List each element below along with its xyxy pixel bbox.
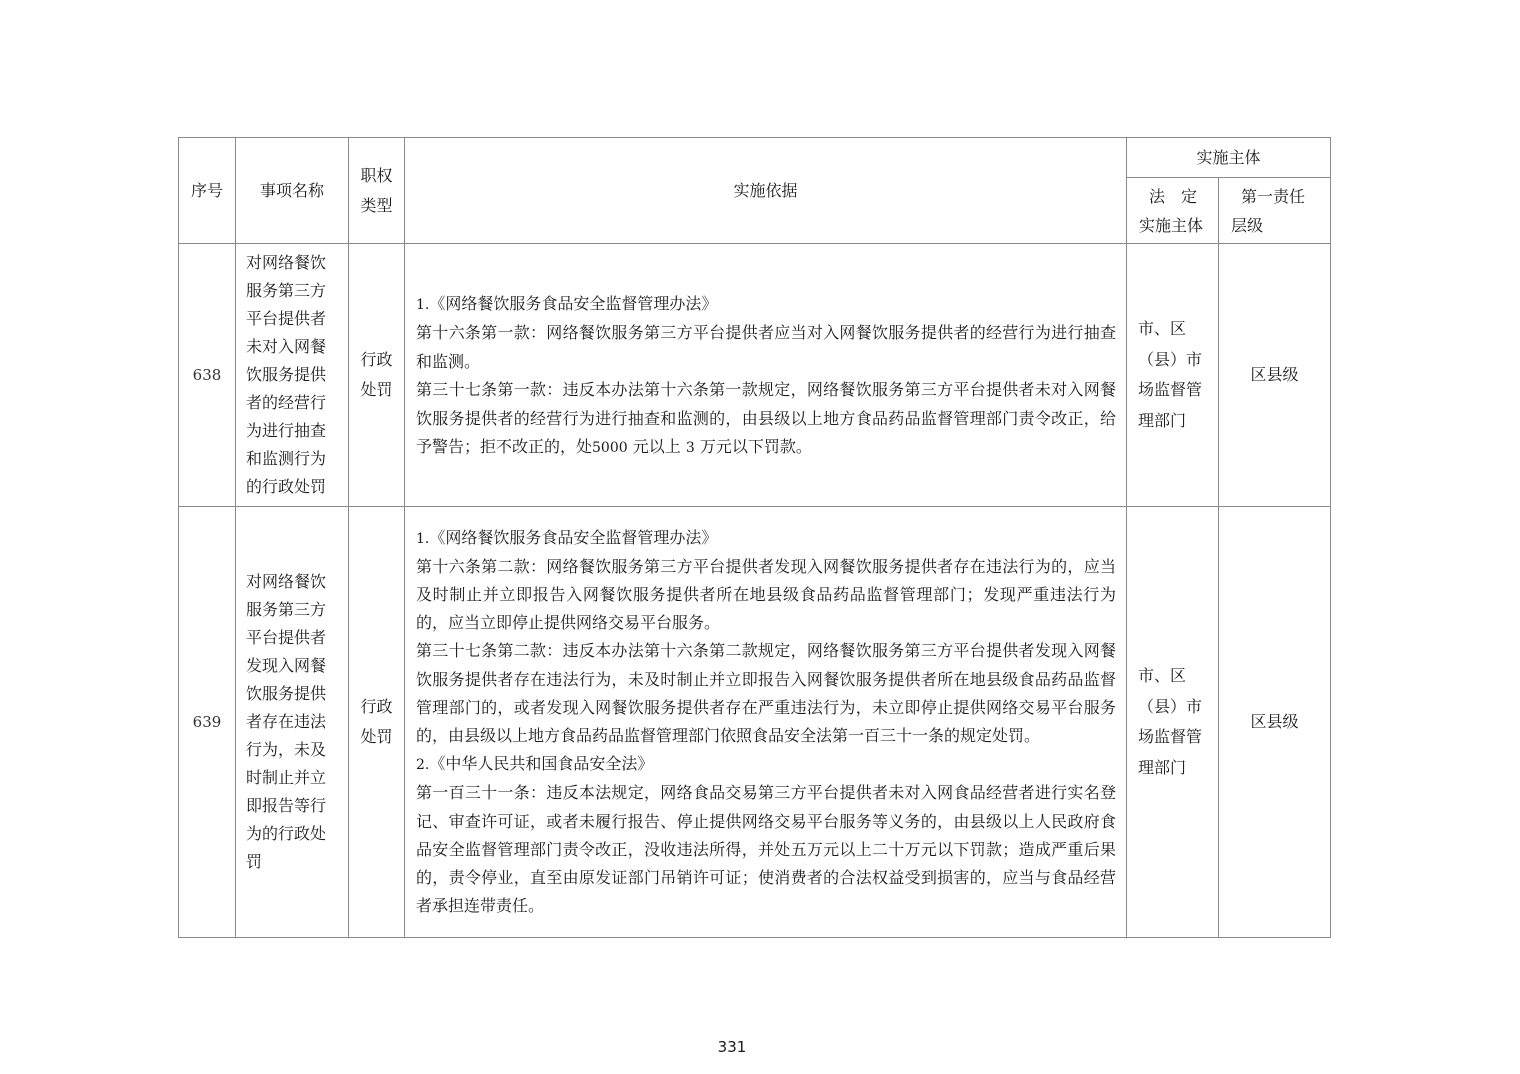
header-implementer: 实施主体	[1127, 138, 1331, 178]
item-name-line: 服务第三方	[246, 281, 327, 300]
header-legal-subject	[1127, 178, 1219, 244]
regulation-table	[178, 137, 1331, 938]
item-name-line: 行为，未及	[246, 740, 327, 759]
row-first-level: 区县级	[1219, 244, 1331, 507]
basis-amount: 3	[685, 440, 695, 456]
row-item-name	[236, 244, 349, 507]
item-name-line: 服务第三方	[246, 600, 327, 619]
header-seq: 序号	[179, 138, 236, 244]
row-first-level: 区县级	[1219, 507, 1331, 938]
row-legal-subject: 市、区（县）市场监督管理部门	[1127, 507, 1219, 938]
item-name-line: 者存在违法	[246, 712, 327, 731]
header-first-level-line2: 层级	[1231, 215, 1264, 235]
item-name-line: 饮服务提供	[246, 684, 327, 703]
basis-law-number: 1.	[416, 296, 430, 313]
basis-law-name: 《中华人民共和国食品安全法》	[429, 754, 654, 774]
item-name-line: 者的经营行	[246, 393, 327, 412]
row-legal-subject: 市、区（县）市场监督管理部门	[1127, 244, 1219, 507]
power-type-line: 行政	[360, 350, 393, 369]
basis-law-name: 《网络餐饮服务食品安全监督管理办法》	[429, 293, 718, 313]
item-name-line: 为的行政处	[246, 824, 327, 843]
basis-article-text: 元以上	[632, 437, 681, 456]
header-power-type	[349, 138, 405, 244]
item-name-line: 饮服务提供	[246, 365, 327, 384]
item-name-line: 和监测行为	[246, 449, 327, 468]
header-item-name: 事项名称	[236, 138, 349, 244]
basis-article: 第一百三十一条：违反本法规定，网络食品交易第三方平台提供者未对入网食品经营者进行实名登记、审查许可证，或者未履行报告、停止提供网络交易平台服务等义务的，由县级以上人民政府食品安全监督管理部门责令改正，没收违法所得，并处五万元以上二十万元以下罚款；造成严重后果的，责令停业，直至由原发证部门吊销许可证；使消费者的合法权益受到损害的，应当与食品经营者承担连带责任。	[416, 783, 1116, 916]
row-seq: 639	[179, 507, 236, 938]
item-name-line: 平台提供者	[246, 628, 327, 647]
basis-article: 第十六条第二款：网络餐饮服务第三方平台提供者发现入网餐饮服务提供者存在违法行为的，应当及时制止并立即报告入网餐饮服务提供者所在地县级食品药品监督管理部门；发现严重违法行为的，应当立即停止提供网络交易平台服务。	[416, 556, 1116, 633]
header-basis: 实施依据	[405, 138, 1127, 244]
basis-article-text: 万元以下罚款。	[699, 437, 812, 456]
item-name-line: 为进行抽查	[246, 421, 327, 440]
basis-article: 第三十七条第二款：违反本办法第十六条第二款规定，网络餐饮服务第三方平台提供者发现入网餐饮服务提供者存在违法行为，未及时制止并立即报告入网餐饮服务提供者所在地县级食品药品监督管理部门的，或者发现入网餐饮服务提供者存在严重违法行为，未立即停止提供网络交易平台服务的，由县级以上地方食品药品监督管理部门依照食品安全法第一百三十一条的规定处罚。	[416, 641, 1116, 745]
header-first-level-line1: 第一责任	[1241, 186, 1306, 206]
basis-amount: 5000	[592, 440, 628, 456]
item-name-line: 对网络餐饮	[246, 572, 327, 591]
basis-article: 第十六条第一款：网络餐饮服务第三方平台提供者应当对入网餐饮服务提供者的经营行为进行抽查和监测。	[416, 323, 1116, 371]
row-basis	[405, 244, 1127, 507]
item-name-line: 平台提供者	[246, 309, 327, 328]
basis-article-text: 第三十七条第一款：违反本办法第十六条第一款规定，网络餐饮服务第三方平台提供者未对入网餐饮服务提供者的经营行为进行抽查和监测的，由县级以上地方食品药品监督管理部门责令改正，给予警告；拒不改正的，处	[416, 380, 1116, 456]
item-name-line: 未对入网餐	[246, 337, 327, 356]
row-basis	[405, 507, 1127, 938]
basis-article	[416, 376, 1116, 463]
item-name-line: 发现入网餐	[246, 656, 327, 675]
power-type-line: 行政	[360, 697, 393, 716]
header-legal-subject-line1: 法 定	[1149, 186, 1198, 206]
basis-law-title	[416, 524, 1116, 553]
row-power-type	[349, 244, 405, 507]
item-name-line: 罚	[246, 852, 263, 871]
page-number: 331	[717, 1038, 747, 1056]
item-name-line: 即报告等行	[246, 796, 327, 815]
power-type-line: 处罚	[360, 727, 393, 746]
power-type-line: 处罚	[360, 380, 393, 399]
item-name-line: 对网络餐饮	[246, 253, 327, 272]
header-power-type-text: 职权类型	[360, 165, 393, 215]
header-legal-subject-line2: 实施主体	[1139, 215, 1204, 235]
item-name-line: 的行政处罚	[246, 477, 327, 496]
row-power-type	[349, 507, 405, 938]
row-seq: 638	[179, 244, 236, 507]
table-row	[179, 507, 1331, 938]
item-name-line: 时制止并立	[246, 768, 327, 787]
basis-law-title	[416, 290, 1116, 320]
table-row	[179, 244, 1331, 507]
header-first-level	[1219, 178, 1331, 244]
basis-law-number: 1.	[416, 530, 430, 547]
basis-law-number: 2.	[416, 757, 430, 774]
basis-law-title	[416, 750, 1116, 779]
row-item-name	[236, 507, 349, 938]
basis-law-name: 《网络餐饮服务食品安全监督管理办法》	[429, 527, 718, 547]
